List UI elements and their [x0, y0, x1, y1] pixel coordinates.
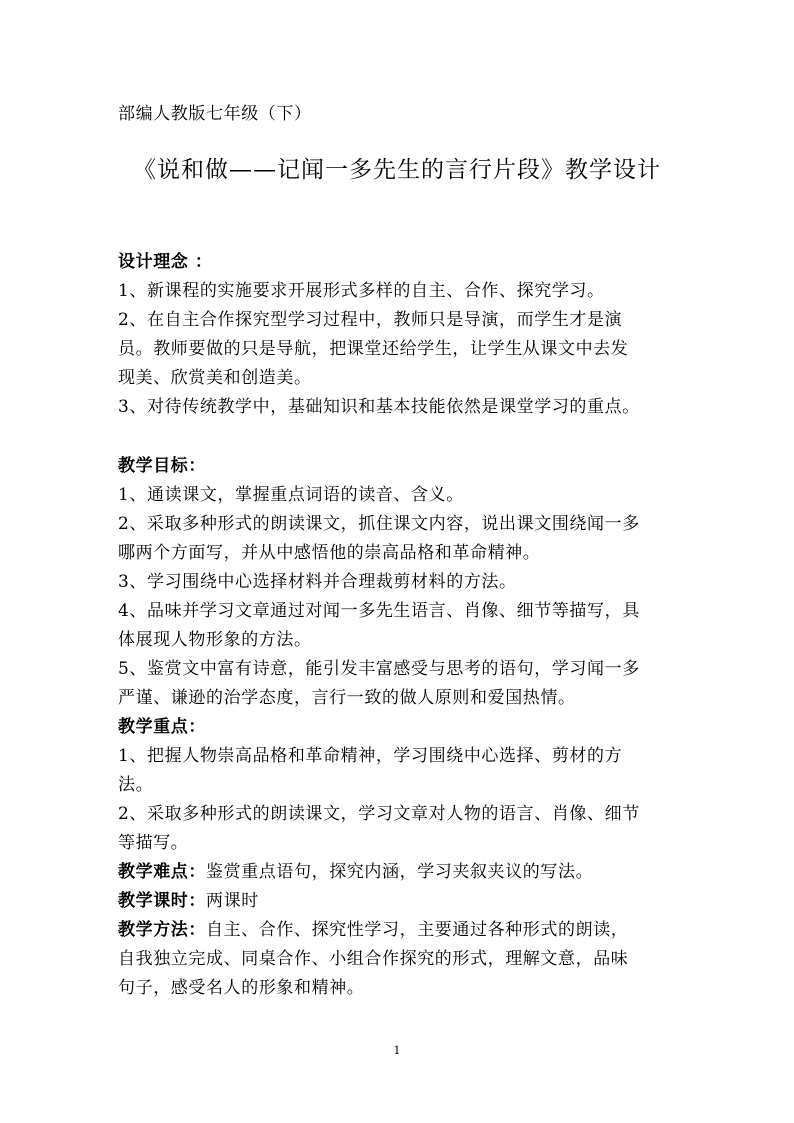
methods-line: 自我独立完成、同桌合作、小组合作探究的形式，理解文意，品味 — [118, 949, 629, 969]
page-number: 1 — [393, 1044, 401, 1057]
teaching-goal-line: 体展现人物形象的方法。 — [118, 630, 312, 650]
teaching-goal-line: 严谨、谦逊的治学态度，言行一致的做人原则和爱国热情。 — [118, 688, 576, 708]
methods-line: 句子，感受名人的形象和精神。 — [118, 978, 365, 998]
methods-line: 自主、合作、探究性学习，主要通过各种形式的朗读， — [206, 920, 629, 940]
teaching-goal-line: 5、鉴赏文中富有诗意，能引发丰富感受与思考的语句，学习闻一多 — [118, 659, 640, 679]
design-concept-line: 现美、欣赏美和创造美。 — [118, 368, 312, 388]
key-point-line: 1、把握人物崇高品格和革命精神，学习围绕中心选择、剪材的方 — [118, 746, 623, 766]
teaching-goal-line: 哪两个方面写，并从中感悟他的崇高品格和革命精神。 — [118, 543, 541, 563]
design-concept-line: 2、在自主合作探究型学习过程中，教师只是导演，而学生才是演 — [118, 310, 623, 330]
difficulty-row — [118, 862, 688, 882]
document-title: 《说和做——记闻一多先生的言行片段》教学设计 — [133, 157, 661, 183]
class-hours-label: 教学课时： — [118, 891, 206, 911]
difficulty-text: 鉴赏重点语句，探究内涵，学习夹叙夹议的写法。 — [206, 862, 594, 882]
teaching-goal-line: 4、品味并学习文章通过对闻一多先生语言、肖像、细节等描写，具 — [118, 601, 640, 621]
difficulty-label: 教学难点： — [118, 862, 206, 882]
methods-label: 教学方法： — [118, 920, 206, 940]
key-points-heading: 教学重点： — [118, 717, 206, 737]
key-point-line: 法。 — [118, 775, 154, 795]
key-point-line: 2、采取多种形式的朗读课文，学习文章对人物的语言、肖像、细节 — [118, 804, 640, 824]
design-concept-line: 3、对待传统教学中，基础知识和基本技能依然是课堂学习的重点。 — [118, 397, 640, 417]
edition-label: 部编人教版七年级（下） — [118, 104, 312, 124]
teaching-goal-line: 2、采取多种形式的朗读课文，抓住课文内容，说出课文围绕闻一多 — [118, 514, 640, 534]
key-point-line: 等描写。 — [118, 833, 189, 853]
methods-row — [118, 920, 688, 940]
teaching-goal-line: 1、通读课文，掌握重点词语的读音、含义。 — [118, 485, 464, 505]
teaching-goals-heading: 教学目标： — [118, 456, 206, 476]
class-hours-row — [118, 891, 688, 911]
design-concept-line: 1、新课程的实施要求开展形式多样的自主、合作、探究学习。 — [118, 281, 605, 301]
class-hours-text: 两课时 — [206, 891, 259, 911]
teaching-goal-line: 3、学习围绕中心选择材料并合理裁剪材料的方法。 — [118, 572, 517, 592]
design-concept-line: 员。教师要做的只是导航，把课堂还给学生，让学生从课文中去发 — [118, 339, 629, 359]
design-concept-heading: 设计理念 ： — [118, 252, 213, 272]
